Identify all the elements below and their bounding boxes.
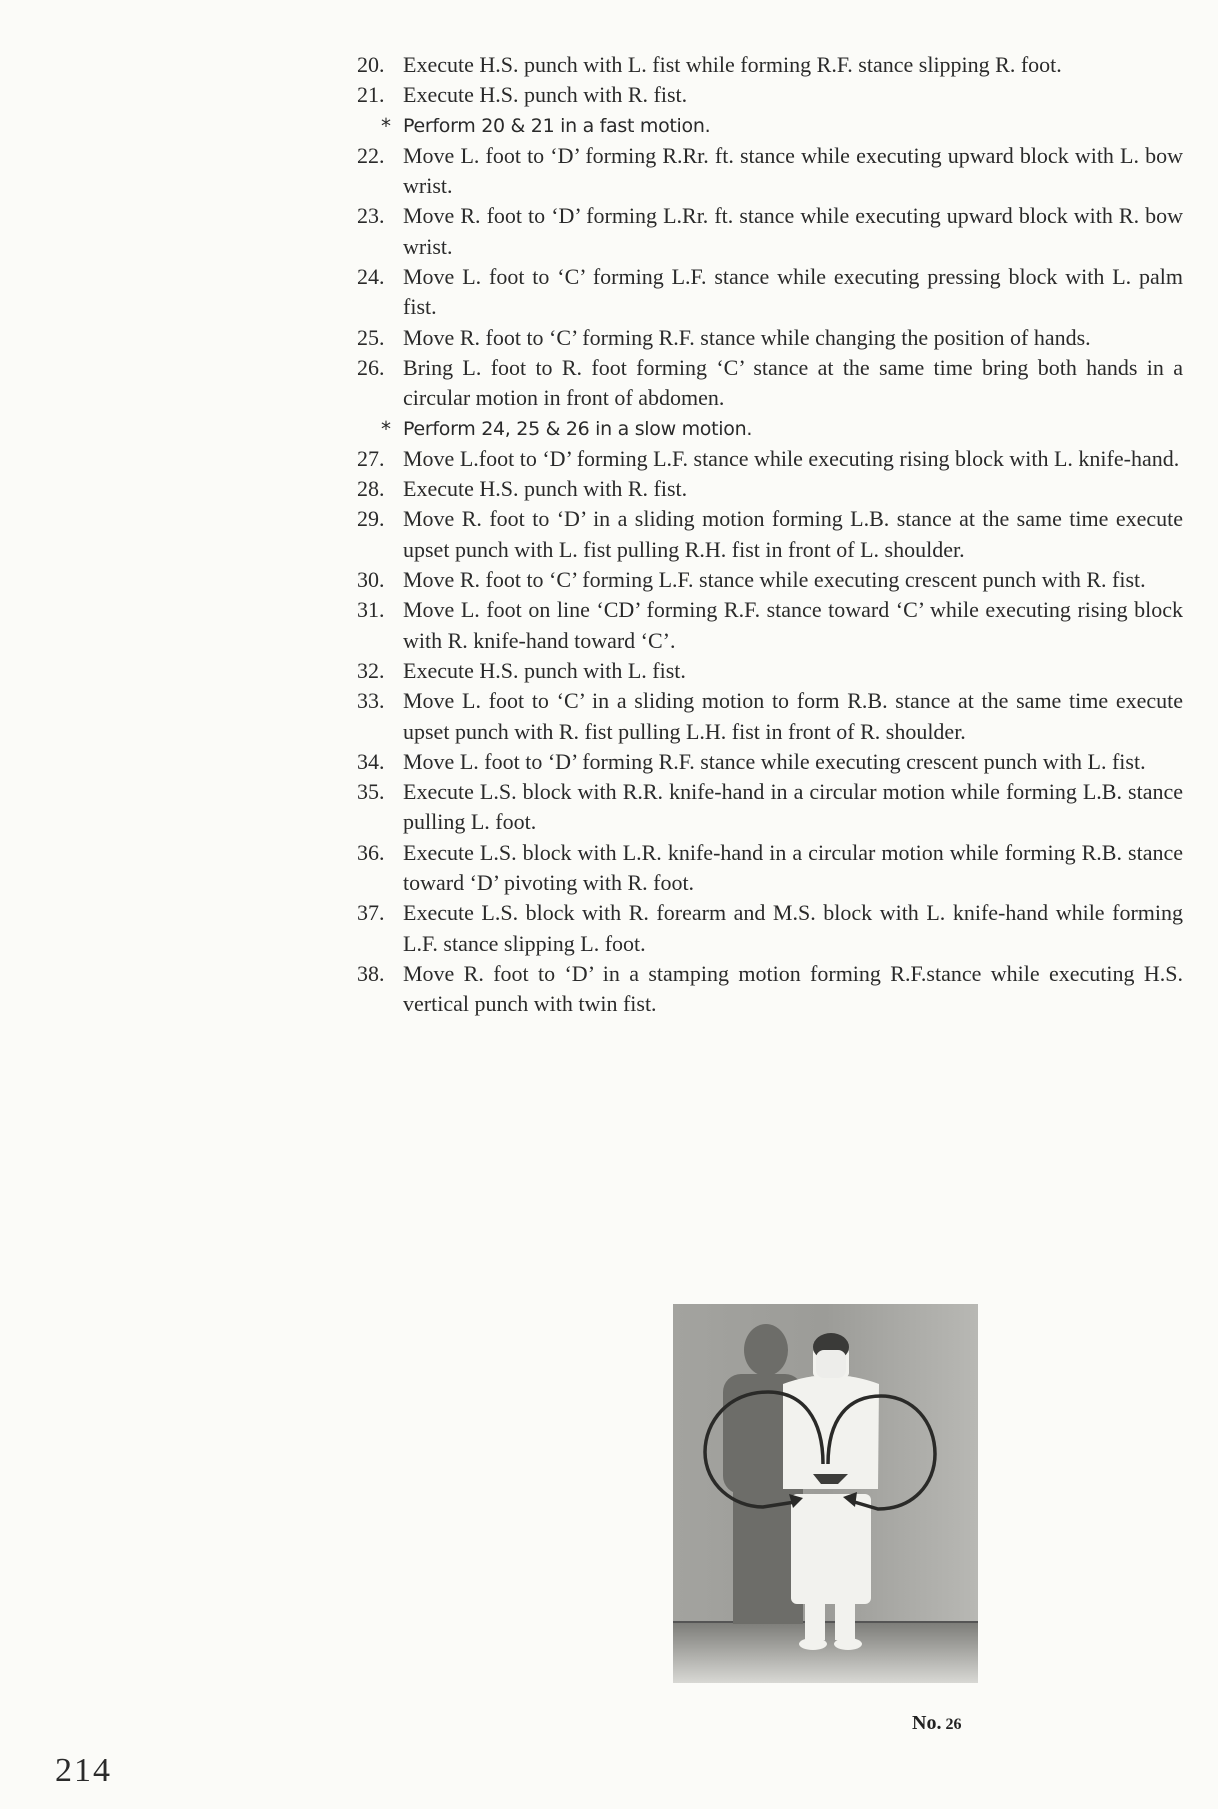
note-text: Perform 24, 25 & 26 in a slow motion. xyxy=(403,417,753,440)
step-number: 35. xyxy=(357,779,385,805)
step-30 xyxy=(357,565,1183,595)
step-number: 38. xyxy=(357,960,385,986)
step-number: 32. xyxy=(357,657,385,683)
step-34 xyxy=(357,747,1183,777)
step-number: 30. xyxy=(357,567,385,593)
step-24 xyxy=(357,262,1183,323)
step-number: 21. xyxy=(357,82,385,108)
step-36 xyxy=(357,838,1183,899)
step-22 xyxy=(357,141,1183,202)
step-text: Execute L.S. block with R.R. knife-hand in a circular motion while forming L.B. stance pulling L. foot. xyxy=(403,779,1183,835)
asterisk-icon: * xyxy=(381,113,391,138)
steps-list xyxy=(357,50,1183,1020)
step-text: Move R. foot to ‘D’ in a stamping motion forming R.F.stance while executing H.S. vertical punch with twin fist. xyxy=(403,960,1183,1017)
step-35 xyxy=(357,777,1183,838)
step-text: Execute H.S. punch with L. fist. xyxy=(403,657,686,683)
step-number: 34. xyxy=(357,748,385,774)
note-text: Perform 20 & 21 in a fast motion. xyxy=(403,114,711,137)
step-23 xyxy=(357,201,1183,262)
step-text: Execute H.S. punch with R. fist. xyxy=(403,476,688,502)
step-38 xyxy=(357,959,1183,1020)
step-text: Move L. foot to ‘D’ forming R.Rr. ft. stance while executing upward block with L. bow wrist. xyxy=(403,142,1183,199)
step-number: 25. xyxy=(357,324,385,350)
step-number: 36. xyxy=(357,839,385,865)
step-29 xyxy=(357,504,1183,565)
step-number: 37. xyxy=(357,900,385,926)
step-text: Move L.foot to ‘D’ forming L.F. stance while executing rising block with L. knife-hand. xyxy=(403,445,1180,471)
step-number: 22. xyxy=(357,142,385,168)
note-slow-motion xyxy=(357,414,1183,444)
step-text: Bring L. foot to R. foot forming ‘C’ stance at the same time bring both hands in a circular motion in front of abdomen. xyxy=(403,354,1183,411)
step-number: 20. xyxy=(357,52,385,77)
step-text: Execute L.S. block with L.R. knife-hand in a circular motion while forming R.B. stance toward ‘D’ pivoting with R. foot. xyxy=(403,839,1183,896)
step-text: Move L. foot to ‘C’ forming L.F. stance while executing pressing block with L. palm fist. xyxy=(403,264,1183,320)
figure-photo xyxy=(673,1304,978,1683)
step-text: Move L. foot on line ‘CD’ forming R.F. stance toward ‘C’ while executing rising block with R. knife-hand toward ‘C’. xyxy=(403,597,1183,653)
step-number: 26. xyxy=(357,354,385,380)
step-text: Execute H.S. punch with R. fist. xyxy=(403,82,688,108)
step-37 xyxy=(357,898,1183,959)
step-number: 24. xyxy=(357,264,385,290)
step-number: 29. xyxy=(357,506,385,532)
step-number: 27. xyxy=(357,445,385,471)
step-27 xyxy=(357,444,1183,474)
note-fast-motion xyxy=(357,111,1183,141)
step-number: 31. xyxy=(357,597,385,623)
step-text: Execute H.S. punch with L. fist while forming R.F. stance slipping R. foot. xyxy=(403,52,1062,77)
step-number: 23. xyxy=(357,203,385,229)
figure-caption xyxy=(912,1712,961,1735)
page-number: 214 xyxy=(55,1752,112,1789)
step-text: Move R. foot to ‘C’ forming L.F. stance while executing crescent punch with R. fist. xyxy=(403,567,1146,593)
caption-number: 26 xyxy=(945,1716,962,1733)
step-20 xyxy=(357,50,1183,80)
step-31 xyxy=(357,595,1183,656)
step-text: Move R. foot to ‘D’ in a sliding motion forming L.B. stance at the same time execute upset punch with L. fist pulling R.H. fist in front of L. shoulder. xyxy=(403,506,1183,562)
step-26 xyxy=(357,353,1183,414)
asterisk-icon: * xyxy=(381,416,391,441)
step-32 xyxy=(357,656,1183,686)
step-text: Move L. foot to ‘C’ in a sliding motion to form R.B. stance at the same time execute upset punch with R. fist pulling L.H. fist in front of R. shoulder. xyxy=(403,688,1183,744)
step-21 xyxy=(357,80,1183,110)
step-text: Move R. foot to ‘D’ forming L.Rr. ft. stance while executing upward block with R. bow wrist. xyxy=(403,203,1183,259)
step-text: Execute L.S. block with R. forearm and M.S. block with L. knife-hand while forming L.F. stance slipping L. foot. xyxy=(403,900,1183,956)
step-33 xyxy=(357,686,1183,747)
step-number: 33. xyxy=(357,688,385,714)
step-number: 28. xyxy=(357,476,385,502)
step-25 xyxy=(357,323,1183,353)
caption-prefix: No. xyxy=(912,1712,942,1734)
step-28 xyxy=(357,474,1183,504)
step-text: Move R. foot to ‘C’ forming R.F. stance while changing the position of hands. xyxy=(403,324,1091,350)
step-text: Move L. foot to ‘D’ forming R.F. stance while executing crescent punch with L. fist. xyxy=(403,748,1146,774)
